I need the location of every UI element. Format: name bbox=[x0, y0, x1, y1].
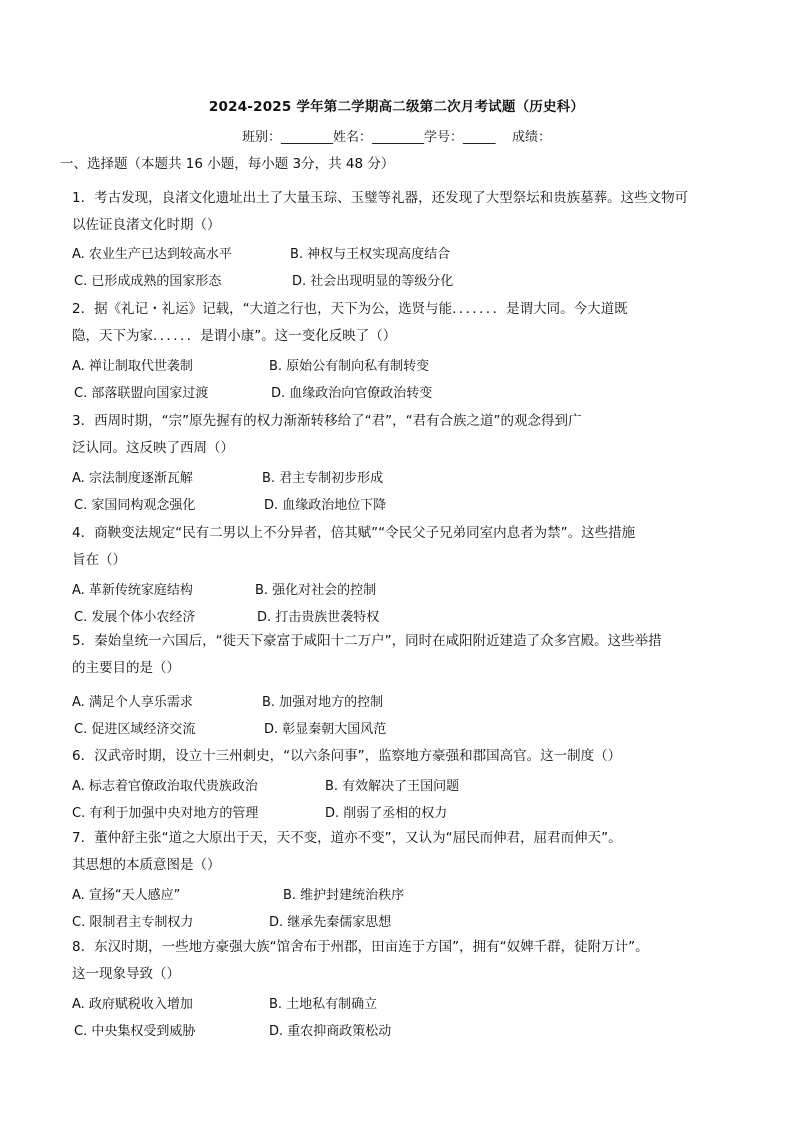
question-6 bbox=[72, 743, 732, 770]
option-b: B. 君主专制初步形成 bbox=[262, 471, 384, 486]
option-a: A. 农业生产已达到较高水平 bbox=[72, 247, 232, 262]
option-b: B. 土地私有制确立 bbox=[269, 997, 378, 1012]
option-c: C. 中央集权受到威胁 bbox=[74, 1024, 196, 1039]
option-a: A. 禅让制取代世袭制 bbox=[72, 359, 193, 374]
option-b: B. 原始公有制向私有制转变 bbox=[269, 359, 430, 374]
option-d: D. 打击贵族世袭特权 bbox=[257, 610, 380, 625]
question-text-line: 7．董仲舒主张“道之大原出于天，天不变，道亦不变”，又认为“屈民而伸君，屈君而伸天”。 bbox=[72, 830, 622, 846]
option-d: D. 社会出现明显的等级分化 bbox=[292, 274, 454, 289]
option-c: C. 部落联盟向国家过渡 bbox=[74, 386, 209, 401]
option-d: D. 血缘政治地位下降 bbox=[264, 498, 387, 513]
question-1 bbox=[72, 185, 732, 239]
question-text-line: 2．据《礼记・礼运》记载，“大道之行也，天下为公，选贤与能．．．．．．．是谓大同。今大道既 bbox=[72, 301, 628, 317]
question-text-line: 8．东汉时期，一些地方豪强大族“馆舍布于州郡，田亩连于方国”，拥有“奴婢千群，徒附万计”。 bbox=[72, 939, 649, 955]
question-4 bbox=[72, 520, 732, 574]
option-d: D. 削弱了丞相的权力 bbox=[325, 806, 448, 821]
option-c: C. 限制君主专制权力 bbox=[72, 915, 194, 930]
option-a: A. 革新传统家庭结构 bbox=[72, 583, 193, 598]
option-a: A. 宣扬“天人感应” bbox=[72, 888, 181, 903]
option-b: B. 维护封建统治秩序 bbox=[283, 888, 405, 903]
option-c: C. 已形成成熟的国家形态 bbox=[74, 274, 222, 289]
option-b: B. 强化对社会的控制 bbox=[255, 583, 377, 598]
option-c: C. 家国同构观念强化 bbox=[74, 498, 196, 513]
section-heading: 一、选择题（本题共 16 小题，每小题 3分，共 48 分） bbox=[60, 156, 395, 172]
exam-title: 2024-2025 学年第二学期高二级第二次月考试题（历史科） bbox=[208, 99, 585, 115]
option-a: A. 满足个人享乐需求 bbox=[72, 695, 193, 710]
option-a: A. 宗法制度逐渐瓦解 bbox=[72, 471, 193, 486]
question-text-line: 其思想的本质意图是（） bbox=[72, 857, 221, 873]
question-text-line: 的主要目的是（） bbox=[72, 660, 180, 676]
option-b: B. 有效解决了王国问题 bbox=[325, 779, 460, 794]
option-d: D. 继承先秦儒家思想 bbox=[269, 915, 392, 930]
question-2 bbox=[72, 296, 732, 350]
question-text-line: 5．秦始皇统一六国后，“徙天下豪富于咸阳十二万户”，同时在咸阳附近建造了众多宫殿。这些举措 bbox=[72, 633, 662, 649]
question-text-line: 泛认同。这反映了西周（） bbox=[72, 440, 234, 456]
option-c: C. 发展个体小农经济 bbox=[74, 610, 196, 625]
student-info-line: 班别：________姓名：________学号：_____ 成绩： bbox=[241, 130, 552, 145]
option-a: A. 标志着官僚政治取代贵族政治 bbox=[72, 779, 258, 794]
option-a: A. 政府赋税收入增加 bbox=[72, 997, 193, 1012]
option-b: B. 加强对地方的控制 bbox=[262, 695, 384, 710]
question-text-line: 4．商鞅变法规定“民有二男以上不分异者，倍其赋”“令民父子兄弟同室内息者为禁”。这些措施 bbox=[72, 525, 636, 541]
question-text-line: 旨在（） bbox=[72, 552, 126, 568]
question-5 bbox=[72, 628, 732, 682]
question-8 bbox=[72, 934, 732, 988]
question-text-line: 3．西周时期，“宗”原先握有的权力渐渐转移给了“君”，“君有合族之道”的观念得到广 bbox=[72, 413, 582, 429]
option-c: C. 促进区域经济交流 bbox=[74, 722, 196, 737]
question-text-line: 这一现象导致（） bbox=[72, 966, 180, 982]
question-3 bbox=[72, 408, 732, 462]
question-text-line: 以佐证良渚文化时期（） bbox=[72, 217, 221, 233]
option-c: C. 有利于加强中央对地方的管理 bbox=[72, 806, 259, 821]
question-text-line: 6．汉武帝时期，设立十三州刺史，“以六条问事”，监察地方豪强和郡国高官。这一制度（） bbox=[72, 748, 622, 764]
option-b: B. 神权与王权实现高度结合 bbox=[290, 247, 451, 262]
question-text-line: 1．考古发现，良渚文化遗址出土了大量玉琮、玉璧等礼器，还发现了大型祭坛和贵族墓葬。这些文物可 bbox=[72, 190, 689, 206]
option-d: D. 彰显秦朝大国风范 bbox=[264, 722, 387, 737]
question-7 bbox=[72, 825, 732, 879]
option-d: D. 重农抑商政策松动 bbox=[269, 1024, 392, 1039]
question-text-line: 隐，天下为家．．．．．．是谓小康”。这一变化反映了（） bbox=[72, 328, 397, 344]
option-d: D. 血缘政治向官僚政治转变 bbox=[271, 386, 433, 401]
